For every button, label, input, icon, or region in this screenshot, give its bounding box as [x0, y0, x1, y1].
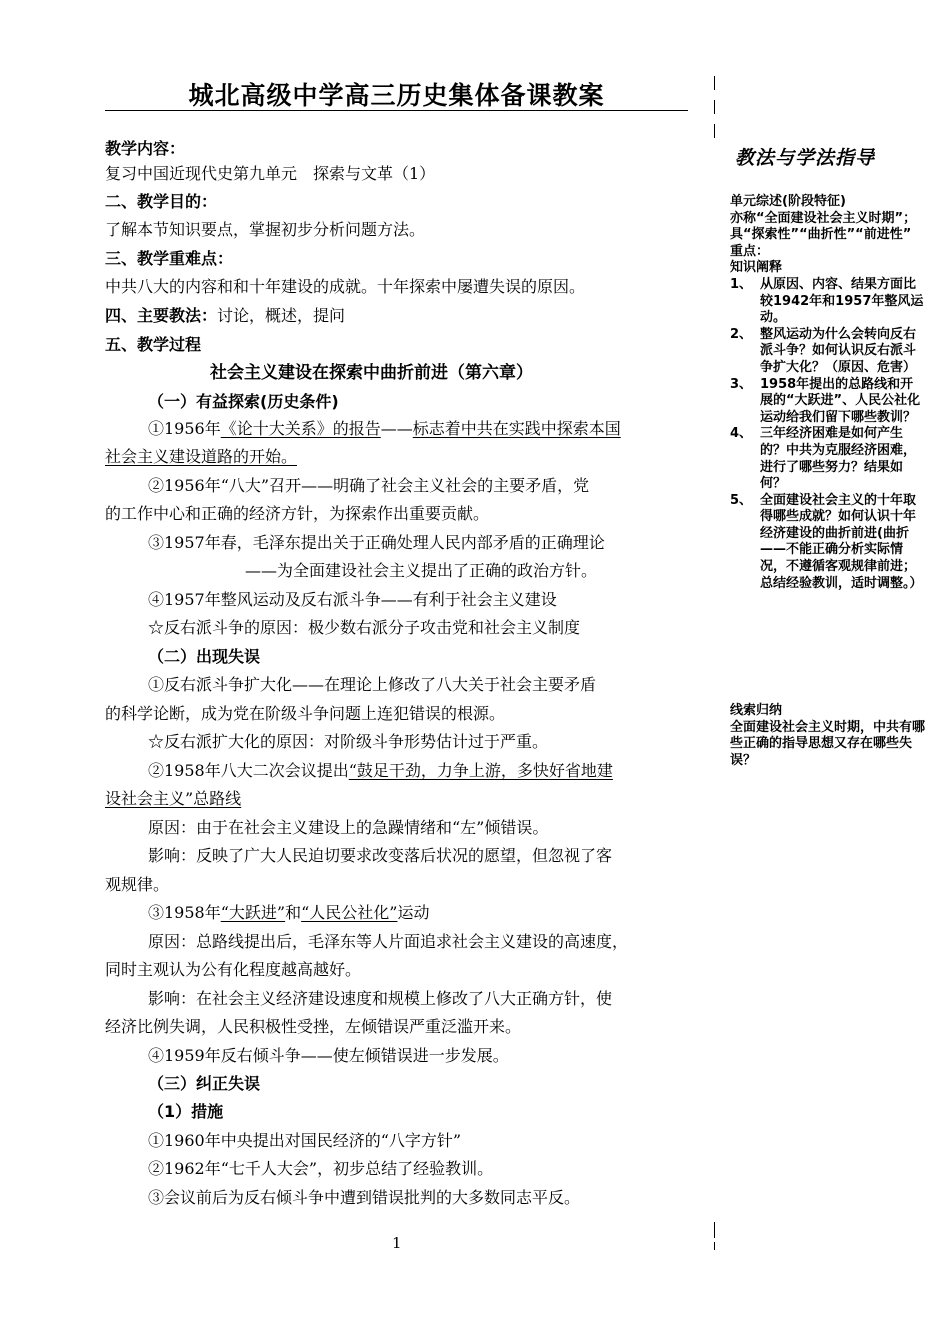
key-text: 中共八大的内容和和十年建设的成就。十年探索中屡遭失误的原因。 — [105, 277, 586, 296]
underlined-text: “鼓足干劲，力争上游，多快好省地建 — [348, 761, 613, 780]
chapter-title: 社会主义建设在探索中曲折前进（第六章） — [210, 363, 533, 383]
column-divider — [714, 124, 715, 138]
s3-paragraph3: ③会议前后为反右倾斗争中遭到错误批判的大多数同志平反。 — [148, 1188, 581, 1207]
page-number: 1 — [392, 1234, 402, 1252]
underlined-text: “大跃进” — [220, 903, 286, 922]
s2-paragraph9: ④1959年反右倾斗争——使左倾错误进一步发展。 — [148, 1046, 509, 1065]
section3-subheading: （1）措施 — [148, 1102, 224, 1121]
method-row — [105, 305, 345, 327]
side-list-item — [730, 377, 925, 427]
side-list-item — [730, 426, 925, 492]
method-heading: 四、主要教法： — [105, 306, 218, 325]
side-list-item — [730, 493, 925, 593]
list-text: 1958年提出的总路线和开展的“大跃进”、人民公社化运动给我们留下哪些教训？ — [760, 376, 921, 425]
page-title: 城北高级中学高三历史集体备课教案 — [188, 81, 605, 110]
s1-paragraph2-line1: ②1956年“八大”召开——明确了社会主义社会的主要矛盾，党 — [148, 476, 590, 495]
clue-text: 全面建设社会主义时期，中共有哪些正确的指导思想又存在哪些失误？ — [730, 719, 926, 768]
knowledge-label: 知识阐释 — [730, 260, 783, 276]
underlined-text: 社会主义建设道路的开始。 — [105, 447, 298, 466]
section2-heading: （二）出现失误 — [148, 647, 261, 666]
s1-paragraph1-line1 — [148, 418, 621, 440]
column-divider — [714, 1242, 715, 1250]
list-text: 从原因、内容、结果方面比较1942年和1957年整风运动。 — [760, 276, 924, 326]
process-heading: 五、教学过程 — [105, 335, 202, 354]
s1-paragraph1-line2 — [105, 446, 297, 468]
section1-heading: （一）有益探索(历史条件) — [148, 392, 339, 411]
s3-paragraph2: ②1962年“七千人大会”，初步总结了经验教训。 — [148, 1159, 494, 1178]
content-text: 复习中国近现代史第九单元 探索与文革（1） — [105, 164, 436, 183]
list-number: 1、 — [730, 276, 753, 292]
list-number: 2、 — [730, 326, 753, 342]
s1-paragraph5: ☆反右派斗争的原因：极少数右派分子攻击党和社会主义制度 — [148, 618, 581, 637]
list-text: 整风运动为什么会转向反右派斗争？如何认识反右派斗争扩大化？（原因、危害） — [760, 326, 917, 375]
list-number: 3、 — [730, 376, 753, 392]
s1-paragraph2-line2: 的工作中心和正确的经济方针，为探索作出重要贡献。 — [105, 504, 490, 523]
s2-paragraph5-line2: 观规律。 — [105, 875, 170, 894]
text: ③1958年 — [148, 903, 221, 922]
side-list-item — [730, 327, 925, 377]
s2-paragraph6 — [148, 902, 430, 924]
text: 和 — [285, 903, 302, 922]
s3-paragraph1: ①1960年中央提出对国民经济的“八字方针” — [148, 1131, 462, 1150]
column-divider — [714, 100, 715, 114]
s1-paragraph4: ④1957年整风运动及反右派斗争——有利于社会主义建设 — [148, 590, 557, 609]
underlined-text: 设社会主义”总路线 — [105, 789, 242, 808]
title-underline — [105, 110, 688, 111]
overview-heading: 单元综述(阶段特征) — [730, 194, 846, 209]
list-text: 三年经济困难是如何产生的？中共为克服经济困难，进行了哪些努力？结果如何？ — [760, 426, 917, 492]
s2-paragraph3-line1 — [148, 760, 613, 782]
s2-paragraph7-line1: 原因：总路线提出后，毛泽东等人片面追求社会主义建设的高速度， — [148, 932, 629, 951]
section3-heading: （三）纠正失误 — [148, 1074, 261, 1093]
content-heading: 教学内容： — [105, 139, 186, 158]
text: —— — [380, 419, 413, 438]
column-divider — [714, 76, 715, 90]
goal-text: 了解本节知识要点，掌握初步分析问题方法。 — [105, 220, 426, 239]
list-number: 4、 — [730, 426, 753, 442]
side-list-item — [730, 277, 925, 327]
text: ①1956年 — [148, 419, 221, 438]
s2-paragraph8-line1: 影响：在社会主义经济建设速度和规模上修改了八大正确方针，使 — [148, 989, 613, 1008]
side-clue — [730, 703, 925, 769]
s2-paragraph8-line2: 经济比例失调，人民积极性受挫，左倾错误严重泛滥开来。 — [105, 1017, 522, 1036]
goal-heading: 二、教学目的： — [105, 192, 218, 211]
s2-paragraph3-line2 — [105, 788, 241, 810]
s1-paragraph3-line1: ③1957年春，毛泽东提出关于正确处理人民内部矛盾的正确理论 — [148, 533, 605, 552]
s2-paragraph1-line1: ①反右派斗争扩大化——在理论上修改了八大关于社会主要矛盾 — [148, 675, 597, 694]
side-title: 教法与学法指导 — [735, 147, 876, 169]
s2-paragraph5-line1: 影响：反映了广大人民迫切要求改变落后状况的愿望，但忽视了客 — [148, 846, 613, 865]
list-text: 全面建设社会主义的十年取得哪些成就？如何认识十年经济建设的曲折前进(曲折——不能正确分析实际情况，不遵循客观规律前进；总结经验教训，适时调整。） — [760, 492, 923, 591]
list-number: 5、 — [730, 492, 753, 508]
s1-paragraph3-line2: ——为全面建设社会主义提出了正确的政治方针。 — [245, 561, 598, 580]
s2-paragraph4: 原因：由于在社会主义建设上的急躁情绪和“左”倾错误。 — [148, 818, 549, 837]
underlined-text: “人民公社化” — [301, 903, 398, 922]
side-overview — [730, 194, 925, 592]
column-divider — [714, 1222, 715, 1238]
overview-text: 亦称“全面建设社会主义时期”；具“探索性”“曲折性”“前进性” — [730, 210, 917, 243]
underlined-text: 标志着中共在实践中探索本国 — [412, 419, 621, 438]
s2-paragraph7-line2: 同时主观认为公有化程度越高越好。 — [105, 960, 362, 979]
clue-heading: 线索归纳 — [730, 703, 783, 718]
s2-paragraph2: ☆反右派扩大化的原因：对阶级斗争形势估计过于严重。 — [148, 732, 549, 751]
text: ②1958年八大二次会议提出 — [148, 761, 349, 780]
method-text: 讨论，概述，提问 — [217, 306, 346, 325]
key-heading: 三、教学重难点： — [105, 249, 234, 268]
key-label: 重点： — [730, 243, 770, 259]
s2-paragraph1-line2: 的科学论断，成为党在阶级斗争问题上连犯错误的根源。 — [105, 704, 506, 723]
underlined-text: 《论十大关系》的报告 — [220, 419, 381, 438]
text: 运动 — [397, 903, 430, 922]
